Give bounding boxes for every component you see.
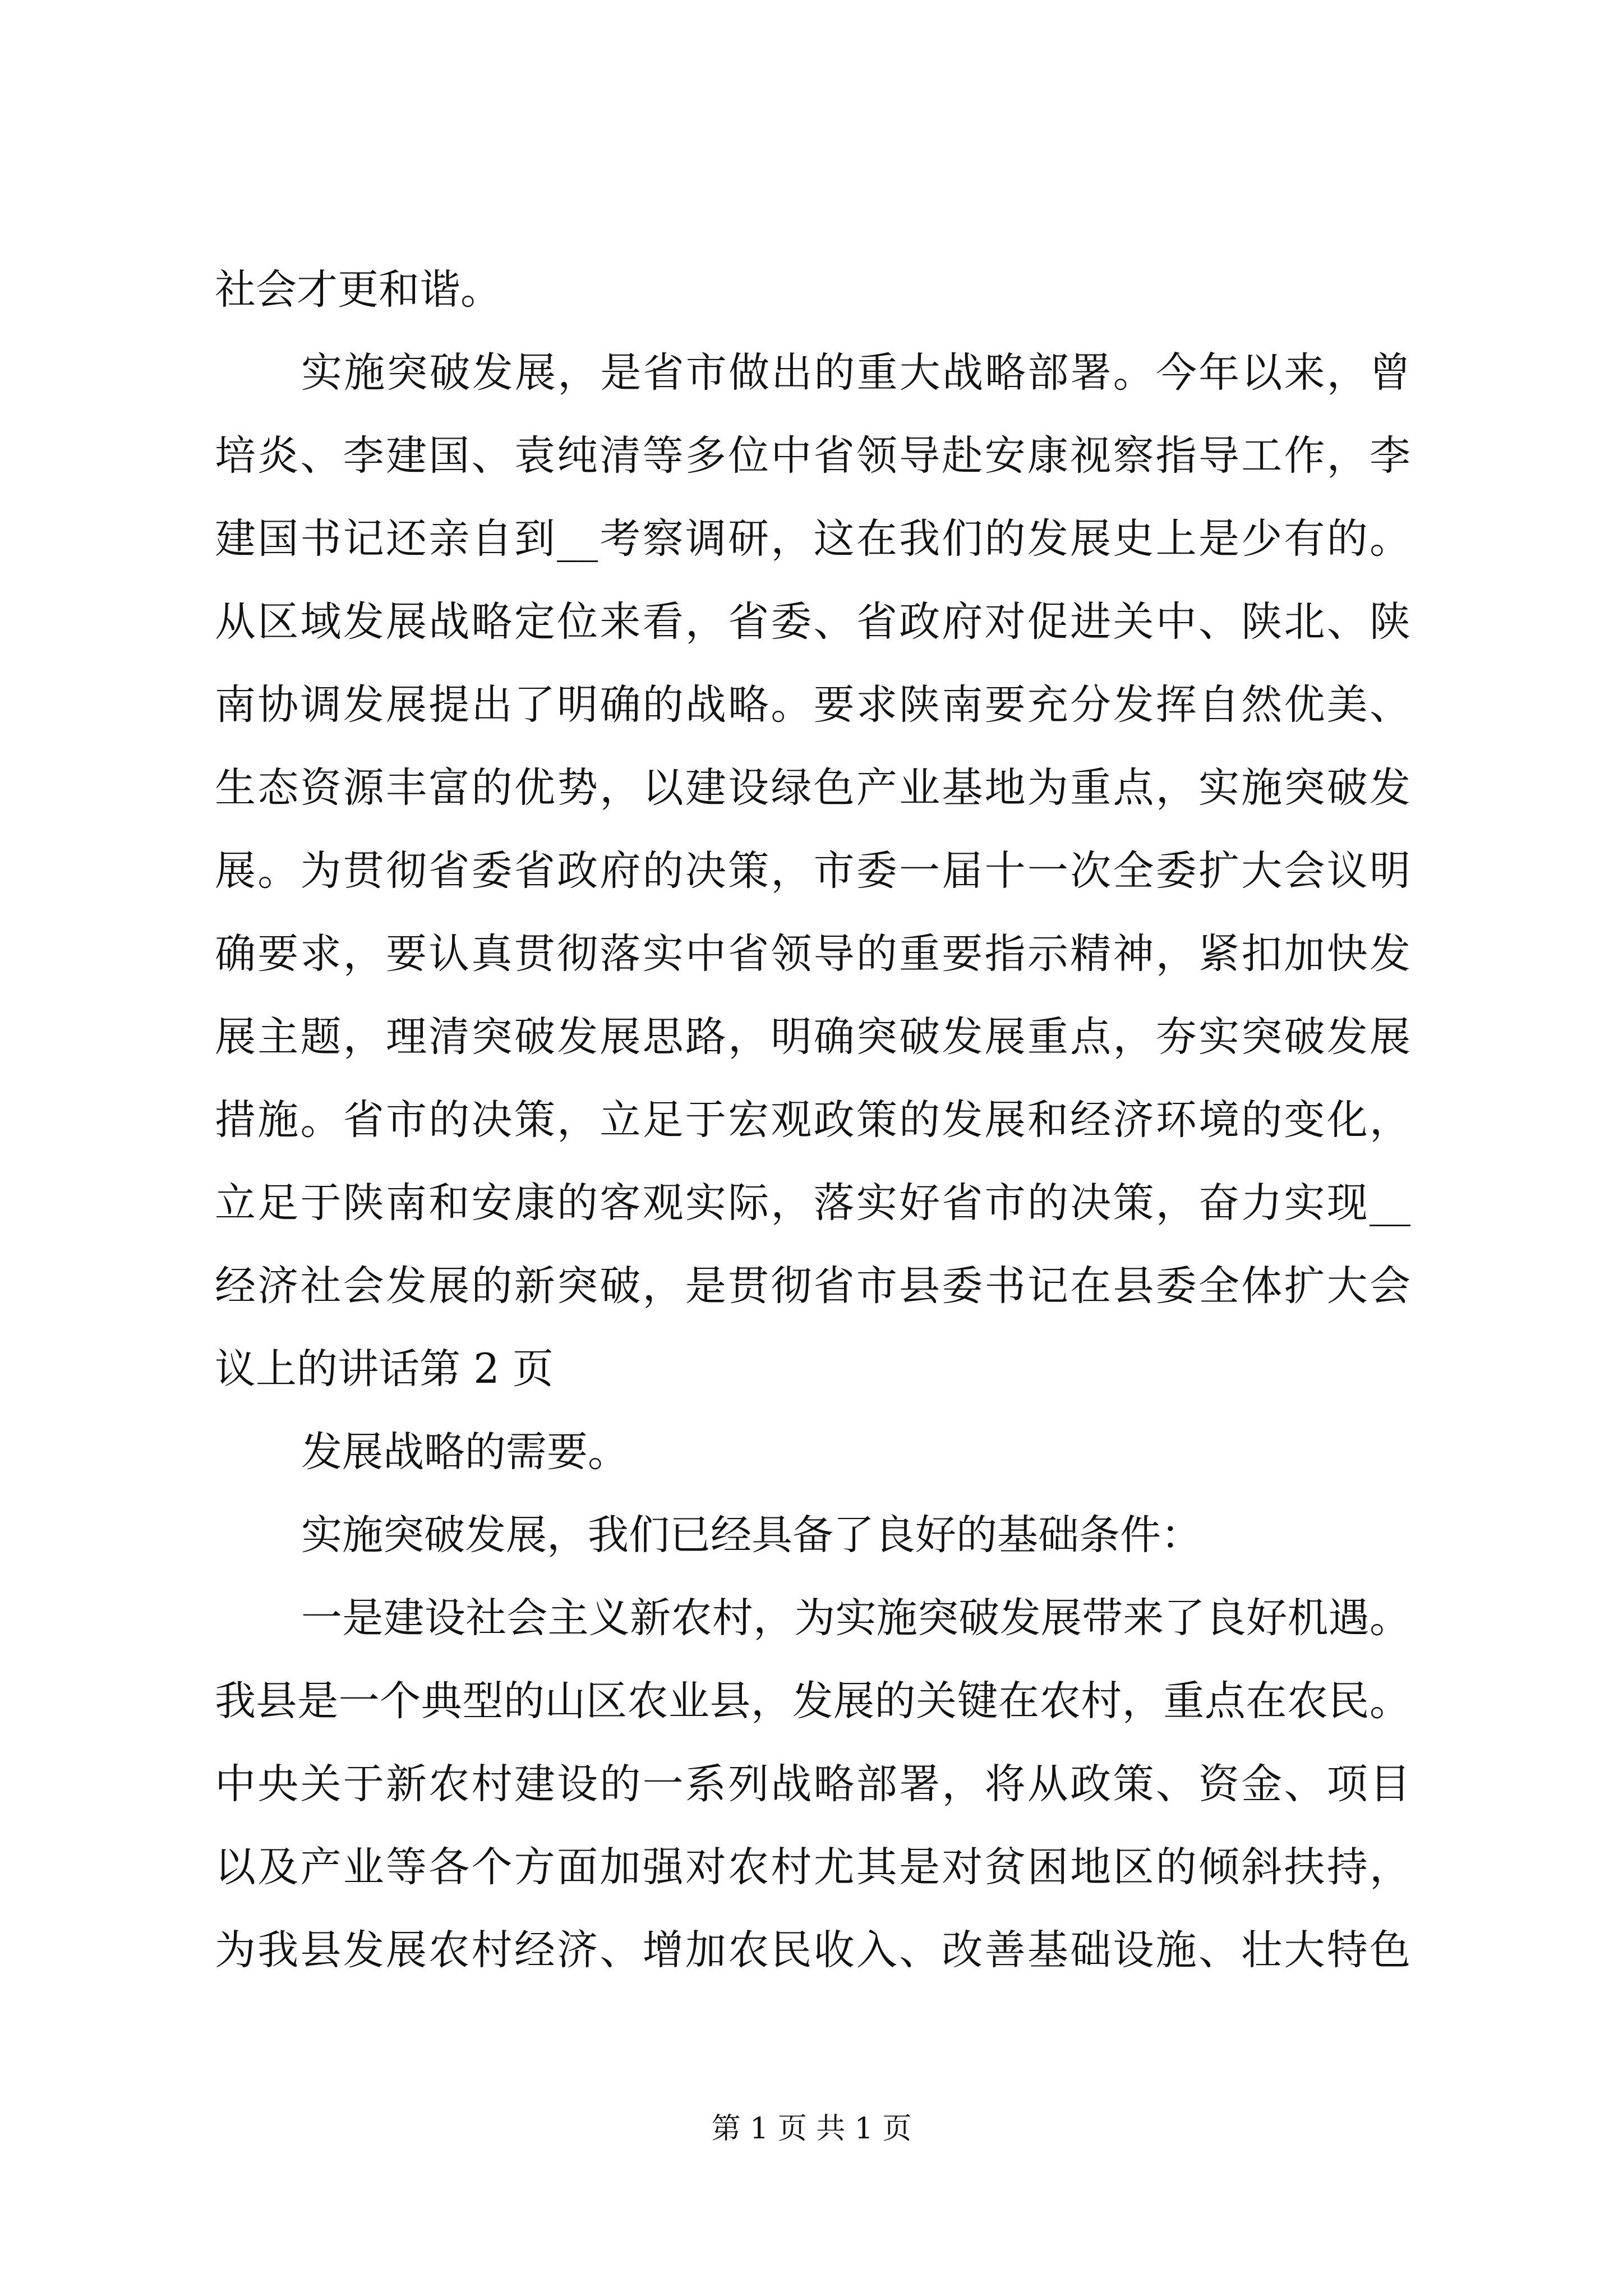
text-line: 展主题，理清突破发展思路，明确突破发展重点，夯实突破发展 (215, 1013, 1410, 1061)
page-footer: 第 1 页 共 1 页 (711, 2112, 912, 2146)
text-line: 展。为贯彻省委省政府的决策，市委一届十一次全委扩大会议明 (215, 847, 1410, 895)
text-line: 确要求，要认真贯彻落实中省领导的重要指示精神，紧扣加快发 (215, 930, 1410, 978)
text-line: 我县是一个典型的山区农业县，发展的关键在农村，重点在农民。 (215, 1677, 1410, 1725)
text-line: 社会才更和谐。 (215, 266, 501, 314)
text-line: 措施。省市的决策，立足于宏观政策的发展和经济环境的变化， (215, 1096, 1410, 1144)
text-line: 为我县发展农村经济、增加农民收入、改善基础设施、壮大特色 (215, 1926, 1410, 1974)
text-line: 立足于陕南和安康的客观实际，落实好省市的决策，奋力实现__ (215, 1179, 1410, 1227)
text-line: 建国书记还亲自到__考察调研，这在我们的发展史上是少有的。 (215, 515, 1410, 563)
text-line: 一是建设社会主义新农村，为实施突破发展带来了良好机遇。 (301, 1594, 1410, 1642)
text-line: 议上的讲话第 2 页 (215, 1345, 554, 1393)
text-line: 实施突破发展，是省市做出的重大战略部署。今年以来，曾 (301, 349, 1410, 397)
text-line: 培炎、李建国、袁纯清等多位中省领导赴安康视察指导工作，李 (215, 432, 1410, 480)
text-line: 以及产业等各个方面加强对农村尤其是对贫困地区的倾斜扶持， (215, 1843, 1410, 1891)
text-line: 中央关于新农村建设的一系列战略部署，将从政策、资金、项目 (215, 1760, 1410, 1808)
text-line: 从区域发展战略定位来看，省委、省政府对促进关中、陕北、陕 (215, 598, 1410, 646)
text-line: 经济社会发展的新突破，是贯彻省市县委书记在县委全体扩大会 (215, 1262, 1410, 1310)
document-body (215, 249, 1410, 1992)
text-line: 生态资源丰富的优势，以建设绿色产业基地为重点，实施突破发 (215, 764, 1410, 812)
text-line: 实施突破发展，我们已经具备了良好的基础条件： (301, 1511, 1202, 1559)
text-line: 发展战略的需要。 (301, 1428, 629, 1476)
text-line: 南协调发展提出了明确的战略。要求陕南要充分发挥自然优美、 (215, 681, 1410, 729)
